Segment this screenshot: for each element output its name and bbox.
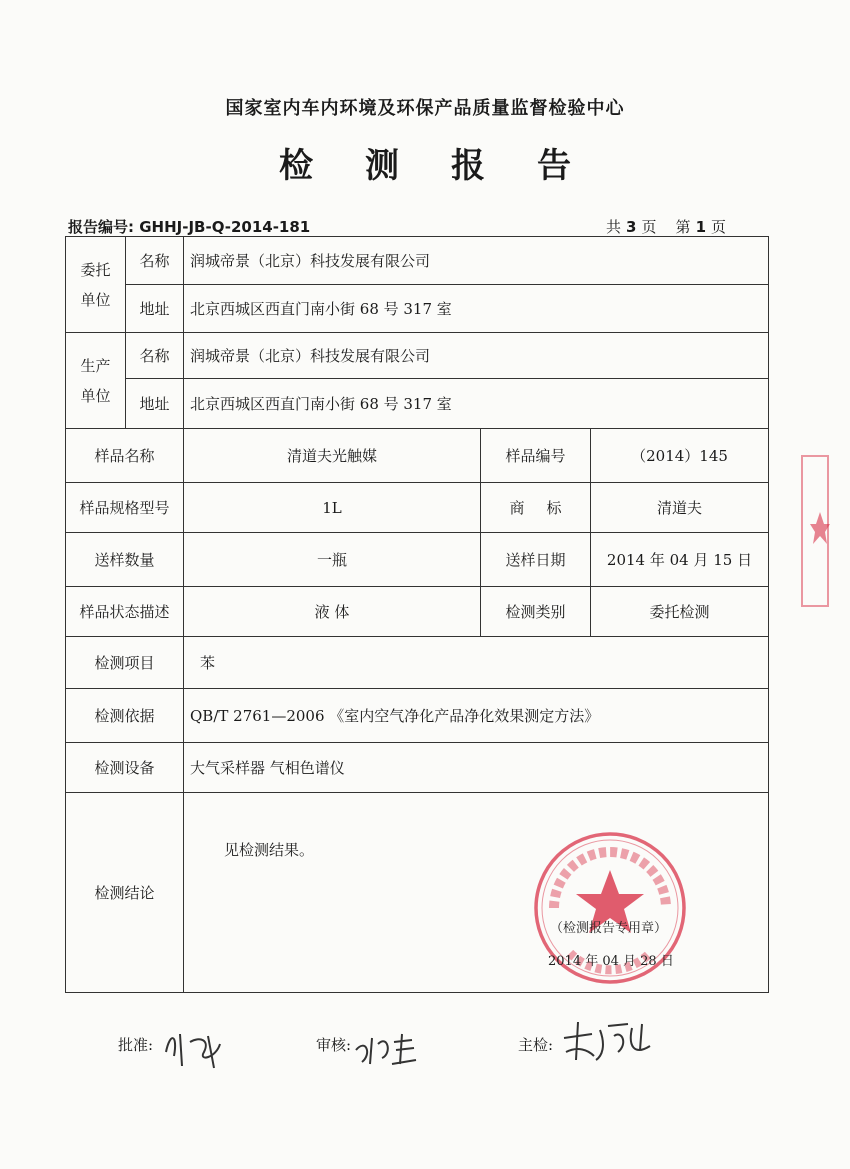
stamp-date: 2014 年 04 月 28 日 <box>548 954 674 969</box>
client-name-label: 名称 <box>126 237 184 285</box>
report-number-value: GHHJ-JB-Q-2014-181 <box>139 218 311 236</box>
sample-no-label: 样品编号 <box>481 429 591 483</box>
client-address-label: 地址 <box>126 285 184 333</box>
table-row <box>66 533 769 587</box>
producer-group-label: 生产单位 <box>66 333 126 429</box>
report-number <box>68 216 310 237</box>
main-inspector-signature-icon <box>558 1016 658 1066</box>
sample-date: 2014 年 04 月 15 日 <box>591 533 769 587</box>
review-label: 审核: <box>316 1036 352 1054</box>
page-unit: 页 <box>641 218 657 236</box>
report-number-label: 报告编号: <box>68 218 134 236</box>
brand: 清道夫 <box>591 483 769 533</box>
sample-date-label: 送样日期 <box>481 533 591 587</box>
sample-name: 清道夫光触媒 <box>184 429 481 483</box>
sample-qty-label: 送样数量 <box>66 533 184 587</box>
approve-signature-icon <box>160 1022 230 1072</box>
table-row <box>66 379 769 429</box>
client-group-label: 委托单位 <box>66 237 126 333</box>
sample-qty: 一瓶 <box>184 533 481 587</box>
table-row <box>66 333 769 379</box>
edge-stamp-icon <box>800 452 830 612</box>
sample-spec: 1L <box>184 483 481 533</box>
approve-label: 批准: <box>118 1036 154 1054</box>
producer-address: 北京西城区西直门南小街 68 号 317 室 <box>184 379 769 429</box>
producer-name: 润城帝景（北京）科技发展有限公司 <box>184 333 769 379</box>
sample-spec-label: 样品规格型号 <box>66 483 184 533</box>
sample-state: 液 体 <box>184 587 481 637</box>
conclusion-label: 检测结论 <box>66 793 184 993</box>
page-current-label: 第 <box>675 218 691 236</box>
table-row <box>66 483 769 533</box>
pages-total-label: 共 <box>606 218 622 236</box>
sample-name-label: 样品名称 <box>66 429 184 483</box>
conclusion: 见检测结果。 <box>184 793 769 993</box>
test-basis: QB/T 2761—2006 《室内空气净化产品净化效果测定方法》 <box>184 689 769 743</box>
page-counter <box>606 216 726 237</box>
test-equipment: 大气采样器 气相色谱仪 <box>184 743 769 793</box>
page-unit-2: 页 <box>711 218 727 236</box>
sample-state-label: 样品状态描述 <box>66 587 184 637</box>
test-item-label: 检测项目 <box>66 637 184 689</box>
table-row <box>66 237 769 285</box>
table-row <box>66 743 769 793</box>
stamp-caption: （检测报告专用章） <box>550 921 668 936</box>
test-basis-label: 检测依据 <box>66 689 184 743</box>
test-type-label: 检测类别 <box>481 587 591 637</box>
brand-label: 商标 <box>481 483 591 533</box>
page-current: 1 <box>695 218 706 236</box>
main-inspector-label: 主检: <box>518 1036 554 1054</box>
table-row <box>66 637 769 689</box>
test-item: 苯 <box>184 637 769 689</box>
table-row <box>66 689 769 743</box>
test-type: 委托检测 <box>591 587 769 637</box>
report-title: 检测报告 <box>279 146 623 186</box>
producer-name-label: 名称 <box>126 333 184 379</box>
test-equipment-label: 检测设备 <box>66 743 184 793</box>
table-row <box>66 285 769 333</box>
table-row <box>66 587 769 637</box>
table-row <box>66 429 769 483</box>
organization-name: 国家室内车内环境及环保产品质量监督检验中心 <box>225 98 625 119</box>
client-name: 润城帝景（北京）科技发展有限公司 <box>184 237 769 285</box>
pages-total: 3 <box>626 218 637 236</box>
client-address: 北京西城区西直门南小街 68 号 317 室 <box>184 285 769 333</box>
review-signature-icon <box>352 1024 422 1068</box>
producer-address-label: 地址 <box>126 379 184 429</box>
sample-no: （2014）145 <box>591 429 769 483</box>
